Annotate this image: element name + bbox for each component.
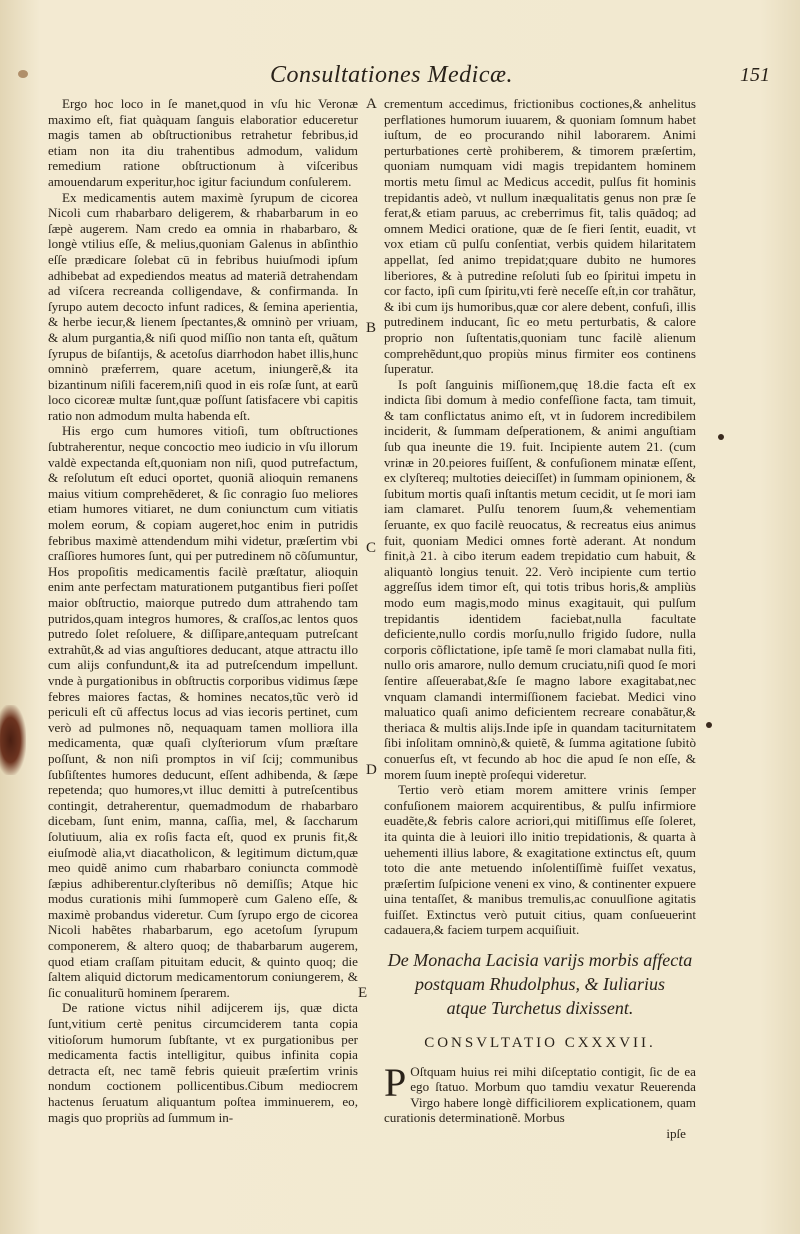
- paragraph: Tertio verò etiam morem amittere vrinis ſemper confuſionem maiorem acquirentibus, & pulſu infirmiore euadẽte,& febris calore acriori,qui mitiſſimus eſſe ſoleret, ita quinta die à leuiori illo initio trepidationis, & quarta à uehementi illius labore, & exagitatione extinctus eſt, quum toto die ante metuendo inſolentiſſimè fuiſſet vexatus, præſertim ſuſpicione veneni ex vino, & continenter expuere uina tentaſſet, & manibus tremulis,ac conuulſione agitatis fuiſſet. Extinctus verò putuit citius, quam conſueuerint cadauera,& faciem turpem acquiſiuit.: [384, 782, 696, 938]
- paragraph: crementum accedimus, frictionibus coctiones,& anhelitus perflationes humorum iuuarem, & quoniam ſomnum habet iuſtum, de eo procurando nihil laborarem. Animi perturbationes certè prohiberem, & timorem præſertim, quoniam numquam vidi magis trepidantem hominem mortis metu ſimul ac Medicus accedit, pulſus fit hominis trepidantis adeò, vt nullum inæqualitatis genus non præ ſe ferat,& etiam paruus, ac creberrimus fit, talis quādoq; ad omnem Medici oratione, quæ de ſe fieri ſentit, euadit, vt vox etiam cũ pulſu conſentiat, verbis quidem hilaritatem appellat, ſed animo trepidat;quare dubito ne humores liberiores, & à putredine reſoluti ſub eo ſpiritui impetu in cor facto, ipſi cum ſpiritu,vti ferè neceſſe eſt,in cor trahãtur, & ibi cum ijs humoribus,quæ cor alere debent, confuſi, illis putredinem inducant, ſic eo metu perturbatis, & calore proprio non ſuſtentatis,quoniam tunc facilè alienum comprehẽdunt,quo propiùs minus firmiter eos continens ſuperatur.: [384, 96, 696, 377]
- paper-blemish: [18, 70, 28, 78]
- consultation-heading: CONSVLTATIO CXXXVII.: [424, 1035, 656, 1052]
- section-title-line: atque Turchetus dixissent.: [446, 998, 634, 1019]
- section-title-line: postquam Rhudolphus, & Iuliarius: [414, 974, 665, 995]
- consultation-paragraph: [384, 1059, 696, 1126]
- drop-cap: P: [384, 1059, 407, 1105]
- margin-letter: A: [366, 96, 377, 112]
- section-title: [384, 948, 696, 1020]
- margin-letter: B: [366, 320, 377, 336]
- paper-stain: [0, 705, 26, 775]
- paragraph: His ergo cum humores vitioſi, tum obſtructiones ſubtraherentur, neque concoctio meo iudicio in vſu illorum valdè expectanda eſt,quoniam non niſi, quod putrefactum, & reſolutum eſt educi oportet, quoniã alioquin remanens maius vitium comprehẽderet, & ſic conragio ſuo meliores etiam humores vitiaret, ne dum coniunctum cum vitiatis molem eorum, & copiam augeret,hoc enim in putridis febribus maximè attendendum mihi videtur, præſertim vbi craſſiores humores ſunt, qui per putredinem nõ cõſumuntur, Hos propoſitis medicamentis facilè præſtatur, alioquin enim ante perfectam maturationem putgantibus fieri poſſet maior obſtructio, maiorque putredo dum attrahendo tam putridos,quam integros humores, & craſſos,ac lentos quos putredo ſolet reſoluere, & diſſipare,antequam putreſcant extrahũt,& ad vias anguſtiores deducant, atque attractu illo cum alijs confundunt,& ita ad putreſcendum impellunt. vnde à purgationibus in obſtructis corporibus vidimus ſæpe febres maiores factas, & homines necatos,tũc verò id periculi eſt cũ affectus locus ad vias iecoris pertinet, cum verò ad pulmones nõ, nequaquam tamen molliora illa medicamenta, quæ quaſi clyſteriorum vſum præſtare poſſunt, & non niſi promptos in viſ ſcij; communibus ſubſiſtentes humores deducunt, eſſent adhibenda, & ſæpe repetenda; quo humores,vt illuc demitti à putreſcentibus contingit, detraherentur, quemadmodum de rhabarbaro dicebam, ſunt enim, manna, caſſia, mel, & ſaccharum ſolutiuum, alia ex roſis facta eſt, quod ex prunis fit,& eiuſmodè alia,vt diacatholicon, & legitimum dictum,quæ meo quidẽ animo cum rhabarbaro coniuncta commodè ſæpius adhiberentur.clyſteribus nõ demiſſis; Atque hic modus curationis mihi ſummoperè cum Galeno eſſe, & maximè probandus videretur. Cum ſyrupo ergo de cicorea Nicoli habẽtes rhabarbarum, ego acetoſum ſyrupum componerem, & altero quoq; de thabarbarum augerem, quod etiam craſſam pituitam educit, & quinto quoq; die ſaltem aliquid dictorum medicamentorum coniungerem, & ſic conualiturũ hominem ſperarem.: [48, 423, 358, 1000]
- margin-letter: D: [366, 762, 377, 778]
- section-title-line: De Monacha Lacisia varijs morbis affecta: [387, 950, 693, 971]
- page-number: 151: [740, 64, 770, 86]
- catchword: ipſe: [666, 1126, 686, 1142]
- left-column: [48, 96, 358, 1125]
- paragraph: Ex medicamentis autem maximè ſyrupum de cicorea Nicoli cum rhabarbaro deligerem, & rhabarbarum in eo ſæpè augerem. Nam credo ea omnia in rhabarbaro, & longè vtilius eſſe, & melius,quoniam Galenus in abſinthio eſſe prædicare ſolebat cū in febribus huiuſmodi ipſum adhibebat ad expediendos meatus ad materiã detrahendam ad viſcera recreanda colligendave, & confirmanda. In ſyrupo autem decocto infunt radices, & ſemina aperientia, & herbe iecur,& lienem ſpectantes,& omninò per vriuam, & alum purgantia,& niſi quod miſſio non tanta eſt, quãtum ſyrupus de biſantijs, & acetoſus diarrhodon habet illis,hunc omninò præferrem, quare acetum, iniungerẽ,& ita bizantinum niſili facerem,niſi quod in eis roſæ ſunt, at earũ loco cicoreæ multæ ſunt,quæ poſſunt ſatisfacere vbi capitis ratio non admodum multa habenda eſt.: [48, 189, 358, 423]
- running-head: Consultationes Medicæ.: [270, 62, 513, 88]
- right-column: [384, 96, 696, 1142]
- ink-spot: [706, 722, 712, 728]
- ink-spot: [718, 434, 724, 440]
- margin-letter: E: [358, 985, 368, 1001]
- paragraph: De ratione victus nihil adijcerem ijs, quæ dicta ſunt,vitium certè penitus circumciderem tanta copia vitioſorum humorum ſubſtante, vt ex purgationibus per medicamenta factis intelligitur, quibus infinita copia detracta eſt, nec tamẽ febris quieuit præſertim vrinis nondum coctionem pollicentibus.Cibum mediocrem hactenus ſeruatum aliquantum poſtea imminuerem, eo, magis quo propriùs ad ſummum in-: [48, 1000, 358, 1125]
- consultation-text: Oſtquam huius rei mihi diſceptatio contigit, ſic de ea ego ſtatuo. Morbum quo tamdiu vexatur Reuerenda Virgo habere longè difficiliorem explicationem, quam curationis determinationẽ. Morbus: [384, 1063, 696, 1126]
- paragraph: Ergo hoc loco in ſe manet,quod in vſu hic Veronæ maximo eſt, fiat quàquam ſanguis elaboratior educeretur magis tamen ab obſtructionibus retrahetur febribus,id etiam non ita diu trahentibus admodum, validum remedium ratione obſtructionum à viſceribus amouendarum experitur,hoc igitur faciundum conſulerem.: [48, 96, 358, 189]
- margin-letter: C: [366, 540, 377, 556]
- paragraph: Is poſt ſanguinis miſſionem,quę 18.die facta eſt ex indicta ſibi domum à medio confeſſione facta, tam timuit, & tam conflictatus animo eſt, vt in ſudorem incredibilem inciderit, & ſummam deſperationem, & animi anguſtiam ſub qua ineunte die 19. fuit. Incipiente autem 21. (cum vrinæ in 20.peiores fuiſſent, & confuſionem minatæ eſſent, ex clyſtereq; multoties deieciſſet) in ſummam opinionem, & ſubitum mortis quaſi inſtantis metum cecidit, ut ſe mori iam iam clamaret. Pulſu tenorem ſuum,& vehementiam ſeruante, ex quo facilè reuocatus, & recreatus eius animus fuit, quoniam Medici omnes fortè aderant. At nondum finit,à 21. à cibo iterum eadem trepidatio cum habuit, & aliquantò longius tenuit. 22. Verò incipiente cum tertio aggreſſus idem timor eſt, qui totis tribus horis,& ampliùs modo eum magis,modo minus exagitauit, qui pulſum trepidantis identidem faciebat,nulla facultate deficiente,nullo cordis morſu,nullo frigido ſudore, nulla corporis cõflictatione, ipſe tamẽ ſe mori clamabat nulla fiti, nullo oris amarore, nullo demum cruciatu,niſi quod ſe mori ſentire aſſeuerabat,&ſe ſe magno labore exagitabat,nec vnquam clamandi intermiſſionem faciebat. Medici vino maluatico quaſi animo deficientem recreare conabãtur,& theriaca & multis alijs.Inde ipſe in quandam taciturnitatem ſibi inſolitam omninò,& quietẽ, & ſumma agitatione ſubitò conuerſus eſt, vt fecundo ab hoc die apud ſe non eſſe, & morem ſuum ineptè proſequi videretur.: [384, 376, 696, 782]
